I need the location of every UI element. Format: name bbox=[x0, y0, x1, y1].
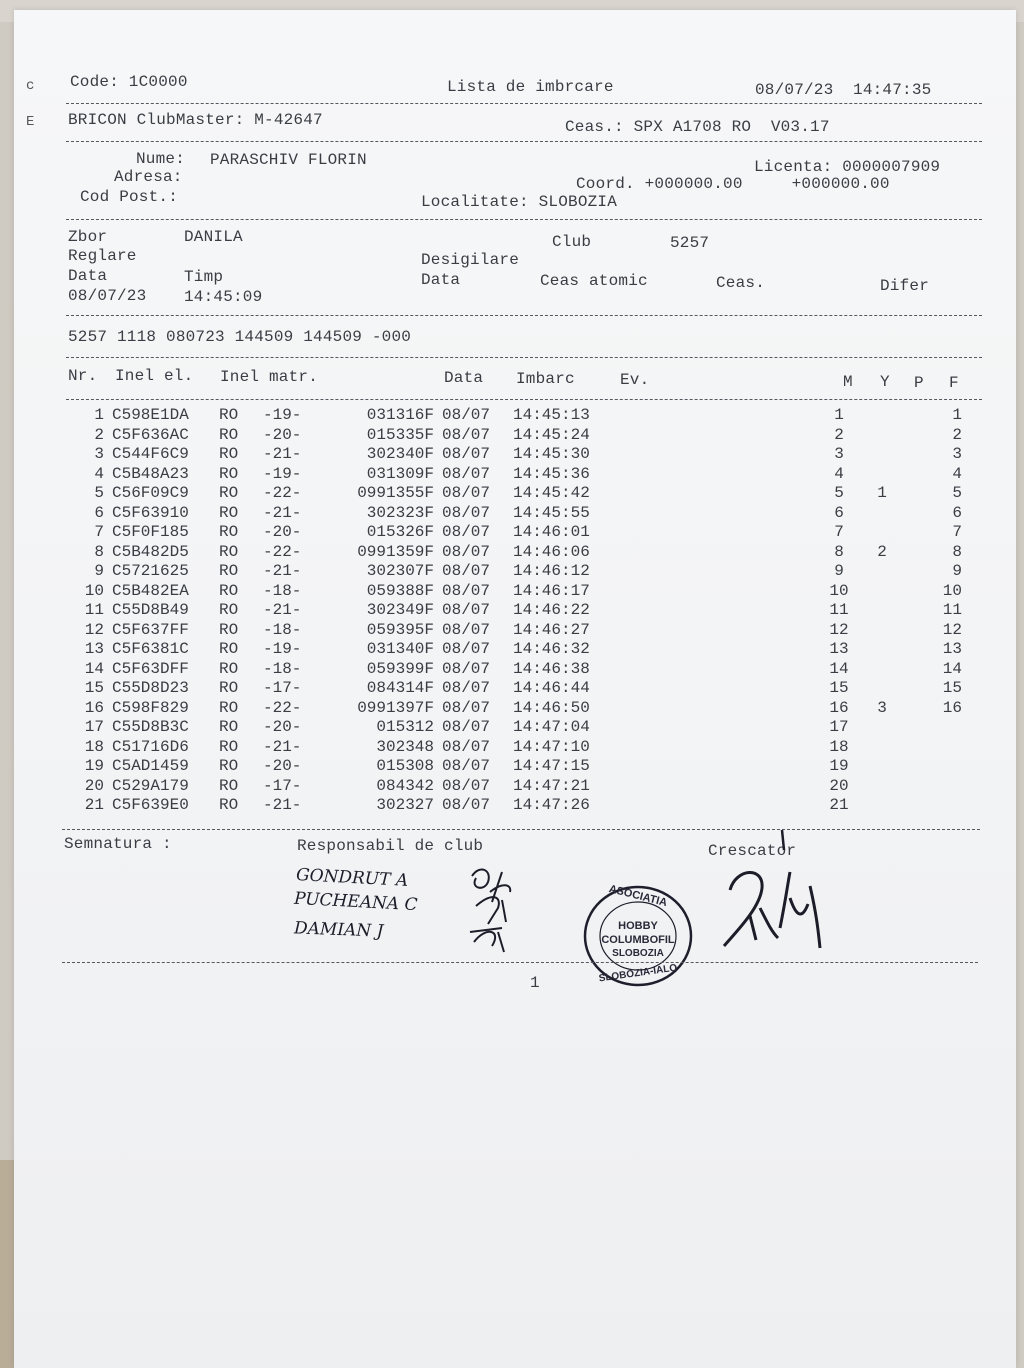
page-number: 1 bbox=[530, 974, 540, 992]
entry-time: 14:45:30 bbox=[513, 445, 590, 463]
country-code: RO bbox=[219, 757, 239, 775]
m-value: 18 bbox=[829, 737, 849, 756]
m-value: 21 bbox=[829, 796, 849, 814]
row-number: 7 bbox=[94, 523, 104, 541]
ring-year: -21- bbox=[263, 796, 302, 814]
country-code: RO bbox=[219, 542, 239, 561]
country-code: RO bbox=[219, 796, 239, 814]
row-number: 9 bbox=[94, 562, 104, 580]
ring-serial: 015312 bbox=[376, 718, 434, 736]
stamp-line-3: SLOBOZIA bbox=[612, 948, 664, 959]
col-m: M bbox=[843, 373, 853, 391]
col-inel-el: Inel el. bbox=[115, 367, 194, 385]
handwritten-name-2: PUCHEANA C bbox=[293, 888, 419, 916]
m-value: 7 bbox=[834, 523, 844, 541]
country-code: RO bbox=[219, 737, 239, 756]
ring-serial: 302307F bbox=[366, 562, 434, 580]
entry-time: 14:46:22 bbox=[513, 601, 590, 619]
f-value: 1 bbox=[952, 406, 962, 424]
entry-date: 08/07 bbox=[442, 757, 491, 775]
entry-date: 08/07 bbox=[442, 523, 491, 541]
timp-label: Timp bbox=[184, 268, 224, 286]
electronic-ring: C5721625 bbox=[112, 562, 189, 580]
entry-date: 08/07 bbox=[442, 503, 491, 522]
perforation-mark: E bbox=[26, 114, 35, 130]
ring-serial: 059399F bbox=[366, 659, 434, 678]
row-number: 4 bbox=[94, 464, 104, 483]
reglare-label: Reglare bbox=[68, 247, 137, 265]
ring-year: -19- bbox=[263, 640, 302, 658]
f-value: 3 bbox=[952, 445, 962, 463]
row-number: 19 bbox=[84, 757, 104, 775]
electronic-ring: C5F0F185 bbox=[112, 523, 189, 541]
y-value: 2 bbox=[877, 542, 887, 561]
country-code: RO bbox=[219, 425, 239, 444]
row-number: 12 bbox=[84, 620, 104, 639]
country-code: RO bbox=[219, 484, 239, 502]
stamp-bottom-text: SLOBOZIA-IALO bbox=[598, 962, 678, 985]
difer-label: Difer bbox=[880, 277, 930, 295]
separator bbox=[66, 399, 982, 400]
f-value: 11 bbox=[942, 601, 962, 619]
m-value: 19 bbox=[829, 757, 849, 775]
ring-serial: 059395F bbox=[366, 620, 434, 639]
m-value: 6 bbox=[834, 503, 844, 522]
m-value: 4 bbox=[834, 464, 844, 483]
entry-time: 14:45:55 bbox=[513, 503, 590, 522]
coordinates: Coord. +000000.00 +000000.00 bbox=[576, 175, 890, 193]
entry-date: 08/07 bbox=[442, 464, 491, 483]
f-value: 9 bbox=[952, 562, 962, 580]
electronic-ring: C5AD1459 bbox=[112, 757, 189, 775]
row-number: 6 bbox=[94, 503, 104, 522]
m-value: 16 bbox=[829, 698, 849, 717]
flight-date: 08/07/23 bbox=[68, 287, 147, 305]
entry-time: 14:47:15 bbox=[513, 757, 590, 775]
m-value: 12 bbox=[829, 620, 849, 639]
row-number: 5 bbox=[94, 484, 104, 502]
ring-year: -17- bbox=[263, 776, 302, 795]
club-number: 5257 bbox=[670, 234, 710, 252]
y-value: 3 bbox=[877, 698, 887, 717]
f-value: 16 bbox=[942, 698, 962, 717]
club-responsible-label: Responsabil de club bbox=[297, 837, 484, 855]
m-value: 15 bbox=[829, 679, 849, 697]
stamp-line-1: HOBBY bbox=[618, 920, 658, 932]
electronic-ring: C5F639E0 bbox=[112, 796, 189, 814]
row-number: 2 bbox=[94, 425, 104, 444]
col-data: Data bbox=[444, 369, 484, 387]
m-value: 3 bbox=[834, 445, 844, 463]
ring-serial: 084342 bbox=[376, 776, 434, 795]
country-code: RO bbox=[219, 464, 239, 483]
entry-time: 14:46:27 bbox=[513, 620, 590, 639]
electronic-ring: C598F829 bbox=[112, 698, 189, 717]
ring-serial: 059388F bbox=[366, 581, 434, 600]
ring-serial: 0991397F bbox=[357, 698, 434, 717]
flight-time: 14:45:09 bbox=[184, 288, 263, 306]
entry-date: 08/07 bbox=[442, 659, 491, 678]
row-number: 3 bbox=[94, 445, 104, 463]
col-imbarc: Imbarc bbox=[516, 370, 575, 388]
country-code: RO bbox=[219, 406, 239, 424]
ring-serial: 302340F bbox=[366, 445, 434, 463]
entry-date: 08/07 bbox=[442, 601, 491, 619]
entry-date: 08/07 bbox=[442, 698, 491, 717]
electronic-ring: C55D8D23 bbox=[112, 679, 189, 697]
entry-date: 08/07 bbox=[442, 484, 491, 502]
entry-time: 14:45:42 bbox=[513, 484, 590, 502]
ring-year: -18- bbox=[263, 620, 302, 639]
licence: Licenta: 0000007909 bbox=[754, 158, 941, 176]
ring-year: -22- bbox=[263, 542, 302, 561]
ceas-label: Ceas. bbox=[716, 274, 766, 292]
m-value: 1 bbox=[834, 406, 844, 424]
country-code: RO bbox=[219, 562, 239, 580]
association-stamp bbox=[582, 884, 694, 988]
entry-time: 14:47:10 bbox=[513, 737, 590, 756]
m-value: 8 bbox=[834, 542, 844, 561]
separator bbox=[66, 357, 982, 358]
f-value: 15 bbox=[942, 679, 962, 697]
print-datetime: 08/07/23 14:47:35 bbox=[755, 81, 932, 99]
m-value: 13 bbox=[829, 640, 849, 658]
row-number: 15 bbox=[84, 679, 104, 697]
entry-time: 14:46:50 bbox=[513, 698, 590, 717]
code-label: Code: 1C0000 bbox=[70, 73, 188, 91]
row-number: 1 bbox=[94, 406, 104, 424]
row-number: 8 bbox=[94, 542, 104, 561]
ring-year: -18- bbox=[263, 659, 302, 678]
country-code: RO bbox=[219, 659, 239, 678]
data-label-2: Data bbox=[421, 271, 461, 289]
f-value: 5 bbox=[952, 484, 962, 502]
country-code: RO bbox=[219, 503, 239, 522]
country-code: RO bbox=[219, 601, 239, 619]
ring-serial: 031316F bbox=[366, 406, 434, 424]
electronic-ring: C5F6381C bbox=[112, 640, 189, 658]
col-p: P bbox=[914, 374, 924, 392]
address-label: Adresa: bbox=[114, 168, 183, 186]
electronic-ring: C5F637FF bbox=[112, 620, 189, 639]
perforation-mark: c bbox=[26, 78, 35, 94]
entry-time: 14:46:12 bbox=[513, 562, 590, 580]
entry-time: 14:47:21 bbox=[513, 776, 590, 795]
m-value: 9 bbox=[834, 562, 844, 580]
electronic-ring: C5B482D5 bbox=[112, 542, 189, 561]
row-number: 13 bbox=[84, 640, 104, 658]
electronic-ring: C51716D6 bbox=[112, 737, 189, 756]
name-label: Nume: bbox=[136, 150, 186, 168]
electronic-ring: C5B48A23 bbox=[112, 464, 189, 483]
country-code: RO bbox=[219, 445, 239, 463]
zbor-label: Zbor bbox=[68, 228, 108, 246]
ring-serial: 015308 bbox=[376, 757, 434, 775]
separator bbox=[62, 962, 978, 963]
ring-serial: 015326F bbox=[366, 523, 434, 541]
electronic-ring: C529A179 bbox=[112, 776, 189, 795]
f-value: 2 bbox=[952, 425, 962, 444]
ring-serial: 031340F bbox=[366, 640, 434, 658]
f-value: 4 bbox=[952, 464, 962, 483]
m-value: 17 bbox=[829, 718, 849, 736]
ring-serial: 302323F bbox=[366, 503, 434, 522]
entry-date: 08/07 bbox=[442, 776, 491, 795]
col-y: Y bbox=[880, 373, 890, 391]
f-value: 6 bbox=[952, 503, 962, 522]
f-value: 8 bbox=[952, 542, 962, 561]
row-number: 10 bbox=[84, 581, 104, 600]
col-nr: Nr. bbox=[68, 367, 98, 385]
electronic-ring: C5F636AC bbox=[112, 425, 189, 444]
owner-name: PARASCHIV FLORIN bbox=[210, 151, 367, 169]
stamp-top-text: ASOCIATIA bbox=[607, 882, 669, 910]
ring-year: -17- bbox=[263, 679, 302, 697]
handwritten-name-1: GONDRUT A bbox=[295, 865, 409, 891]
entry-time: 14:47:26 bbox=[513, 796, 590, 814]
club-label: Club bbox=[552, 233, 592, 251]
entry-date: 08/07 bbox=[442, 562, 491, 580]
electronic-ring: C5F63910 bbox=[112, 503, 189, 522]
f-value: 7 bbox=[952, 523, 962, 541]
m-value: 20 bbox=[829, 776, 849, 795]
ring-year: -20- bbox=[263, 718, 302, 736]
row-number: 11 bbox=[84, 601, 104, 619]
country-code: RO bbox=[219, 679, 239, 697]
separator bbox=[66, 141, 982, 142]
country-code: RO bbox=[219, 640, 239, 658]
code-line: 5257 1118 080723 144509 144509 -000 bbox=[68, 328, 412, 346]
row-number: 17 bbox=[84, 718, 104, 736]
ring-serial: 302348 bbox=[376, 737, 434, 756]
ring-year: -18- bbox=[263, 581, 302, 600]
ring-year: -21- bbox=[263, 562, 302, 580]
flight-name: DANILA bbox=[184, 228, 243, 246]
col-ev: Ev. bbox=[620, 371, 650, 389]
entry-date: 08/07 bbox=[442, 581, 491, 600]
ring-year: -21- bbox=[263, 445, 302, 463]
country-code: RO bbox=[219, 718, 239, 736]
ring-year: -22- bbox=[263, 484, 302, 502]
entry-time: 14:46:06 bbox=[513, 542, 590, 561]
row-number: 21 bbox=[84, 796, 104, 814]
ring-serial: 031309F bbox=[366, 464, 434, 483]
col-inel-matr: Inel matr. bbox=[220, 368, 319, 386]
entry-date: 08/07 bbox=[442, 796, 491, 814]
electronic-ring: C544F6C9 bbox=[112, 445, 189, 463]
entry-time: 14:46:17 bbox=[513, 581, 590, 600]
entry-date: 08/07 bbox=[442, 425, 491, 444]
ring-serial: 015335F bbox=[366, 425, 434, 444]
entry-time: 14:46:32 bbox=[513, 640, 590, 658]
m-value: 14 bbox=[829, 659, 849, 678]
electronic-ring: C56F09C9 bbox=[112, 484, 189, 502]
system-label: BRICON ClubMaster: M-42647 bbox=[68, 111, 323, 129]
ring-year: -20- bbox=[263, 425, 302, 444]
ring-year: -20- bbox=[263, 757, 302, 775]
row-number: 20 bbox=[84, 776, 104, 795]
entry-time: 14:45:13 bbox=[513, 406, 590, 424]
club-signatures bbox=[462, 862, 532, 958]
row-number: 16 bbox=[84, 698, 104, 717]
f-value: 13 bbox=[942, 640, 962, 658]
breeder-signature bbox=[716, 828, 836, 954]
row-number: 18 bbox=[84, 737, 104, 756]
ring-serial: 0991359F bbox=[357, 542, 434, 561]
clock-label: Ceas.: SPX A1708 RO V03.17 bbox=[565, 118, 830, 136]
entry-date: 08/07 bbox=[442, 406, 491, 424]
f-value: 14 bbox=[942, 659, 962, 678]
country-code: RO bbox=[219, 776, 239, 795]
separator bbox=[66, 103, 982, 104]
ring-year: -20- bbox=[263, 523, 302, 541]
f-value: 10 bbox=[942, 581, 962, 600]
row-number: 14 bbox=[84, 659, 104, 678]
desigilare-label: Desigilare bbox=[421, 251, 520, 269]
ring-serial: 302349F bbox=[366, 601, 434, 619]
entry-time: 14:45:24 bbox=[513, 425, 590, 444]
ring-serial: 302327 bbox=[376, 796, 434, 814]
entry-time: 14:45:36 bbox=[513, 464, 590, 483]
ring-serial: 0991355F bbox=[357, 484, 434, 502]
m-value: 5 bbox=[834, 484, 844, 502]
ring-year: -19- bbox=[263, 406, 302, 424]
ring-year: -21- bbox=[263, 601, 302, 619]
handwritten-name-3: DAMIAN J bbox=[293, 918, 384, 942]
ring-year: -19- bbox=[263, 464, 302, 483]
electronic-ring: C55D8B3C bbox=[112, 718, 189, 736]
m-value: 2 bbox=[834, 425, 844, 444]
document-title: Lista de imbrcare bbox=[447, 78, 614, 96]
entry-date: 08/07 bbox=[442, 679, 491, 697]
separator bbox=[66, 315, 982, 316]
entry-date: 08/07 bbox=[442, 445, 491, 463]
entry-date: 08/07 bbox=[442, 737, 491, 756]
y-value: 1 bbox=[877, 484, 887, 502]
country-code: RO bbox=[219, 698, 239, 717]
electronic-ring: C55D8B49 bbox=[112, 601, 189, 619]
separator bbox=[66, 219, 982, 220]
entry-time: 14:46:38 bbox=[513, 659, 590, 678]
ring-year: -21- bbox=[263, 737, 302, 756]
entry-time: 14:46:01 bbox=[513, 523, 590, 541]
entry-date: 08/07 bbox=[442, 640, 491, 658]
m-value: 11 bbox=[829, 601, 849, 619]
data-label: Data bbox=[68, 267, 108, 285]
country-code: RO bbox=[219, 581, 239, 600]
m-value: 10 bbox=[829, 581, 849, 600]
col-f: F bbox=[949, 374, 959, 392]
ring-year: -21- bbox=[263, 503, 302, 522]
entry-date: 08/07 bbox=[442, 620, 491, 639]
entry-date: 08/07 bbox=[442, 542, 491, 561]
ring-serial: 084314F bbox=[366, 679, 434, 697]
separator bbox=[62, 829, 980, 830]
entry-date: 08/07 bbox=[442, 718, 491, 736]
ceas-atomic-label: Ceas atomic bbox=[540, 272, 648, 290]
country-code: RO bbox=[219, 523, 239, 541]
locality: Localitate: SLOBOZIA bbox=[421, 193, 618, 211]
stamp-line-2: COLUMBOFIL bbox=[601, 934, 675, 946]
electronic-ring: C5F63DFF bbox=[112, 659, 189, 678]
entry-time: 14:46:44 bbox=[513, 679, 590, 697]
electronic-ring: C598E1DA bbox=[112, 406, 189, 424]
postcode-label: Cod Post.: bbox=[80, 188, 179, 206]
country-code: RO bbox=[219, 620, 239, 639]
breeder-label: Crescator bbox=[708, 842, 797, 860]
f-value: 12 bbox=[942, 620, 962, 639]
entry-time: 14:47:04 bbox=[513, 718, 590, 736]
signature-label: Semnatura : bbox=[64, 835, 172, 853]
ring-year: -22- bbox=[263, 698, 302, 717]
electronic-ring: C5B482EA bbox=[112, 581, 189, 600]
